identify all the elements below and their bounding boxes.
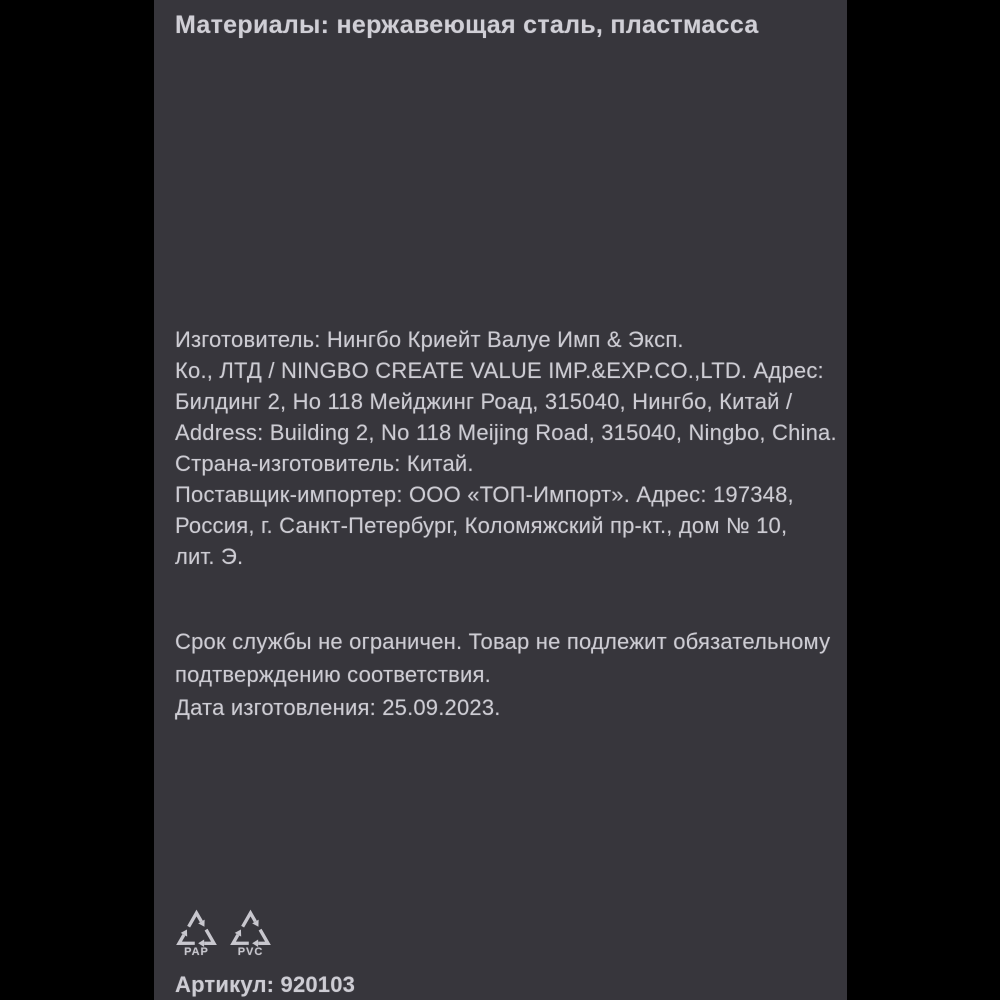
recycling-badge-pvc	[228, 909, 273, 958]
manufacturer-line: лит. Э.	[175, 544, 244, 569]
compliance-line: подтверждению соответствия.	[175, 662, 491, 687]
materials-line: Материалы: нержавеющая сталь, пластмасса	[175, 11, 759, 39]
article-number-line: Артикул: 920103	[175, 972, 356, 997]
compliance-block	[175, 625, 830, 724]
manufacturer-line: Россия, г. Санкт-Петербург, Коломяжский пр-кт., дом № 10,	[175, 513, 788, 538]
recycling-badge-pap	[174, 909, 219, 958]
manufacturer-line: Страна-изготовитель: Китай.	[175, 451, 474, 476]
recycling-symbols	[174, 909, 273, 958]
manufacturer-line: Ко., ЛТД / NINGBO CREATE VALUE IMP.&EXP.CO.,LTD. Адрес:	[175, 358, 824, 383]
manufacturer-line: Билдинг 2, Но 118 Мейджинг Роад, 315040, Нингбо, Китай /	[175, 389, 793, 414]
manufacturer-block	[175, 324, 837, 572]
compliance-line: Дата изготовления: 25.09.2023.	[175, 695, 501, 720]
manufacturer-line: Поставщик-импортер: ООО «ТОП-Импорт». Адрес: 197348,	[175, 482, 794, 507]
recycling-code-label: PVC	[237, 946, 264, 958]
manufacturer-line: Изготовитель: Нингбо Криейт Валуе Имп & Эксп.	[175, 327, 684, 352]
compliance-line: Срок службы не ограничен. Товар не подлежит обязательному	[175, 629, 831, 654]
recycling-code-label: PAP	[184, 946, 209, 958]
manufacturer-line: Address: Building 2, No 118 Meijing Road, 315040, Ningbo, China.	[175, 420, 837, 445]
label-panel	[154, 0, 847, 1000]
